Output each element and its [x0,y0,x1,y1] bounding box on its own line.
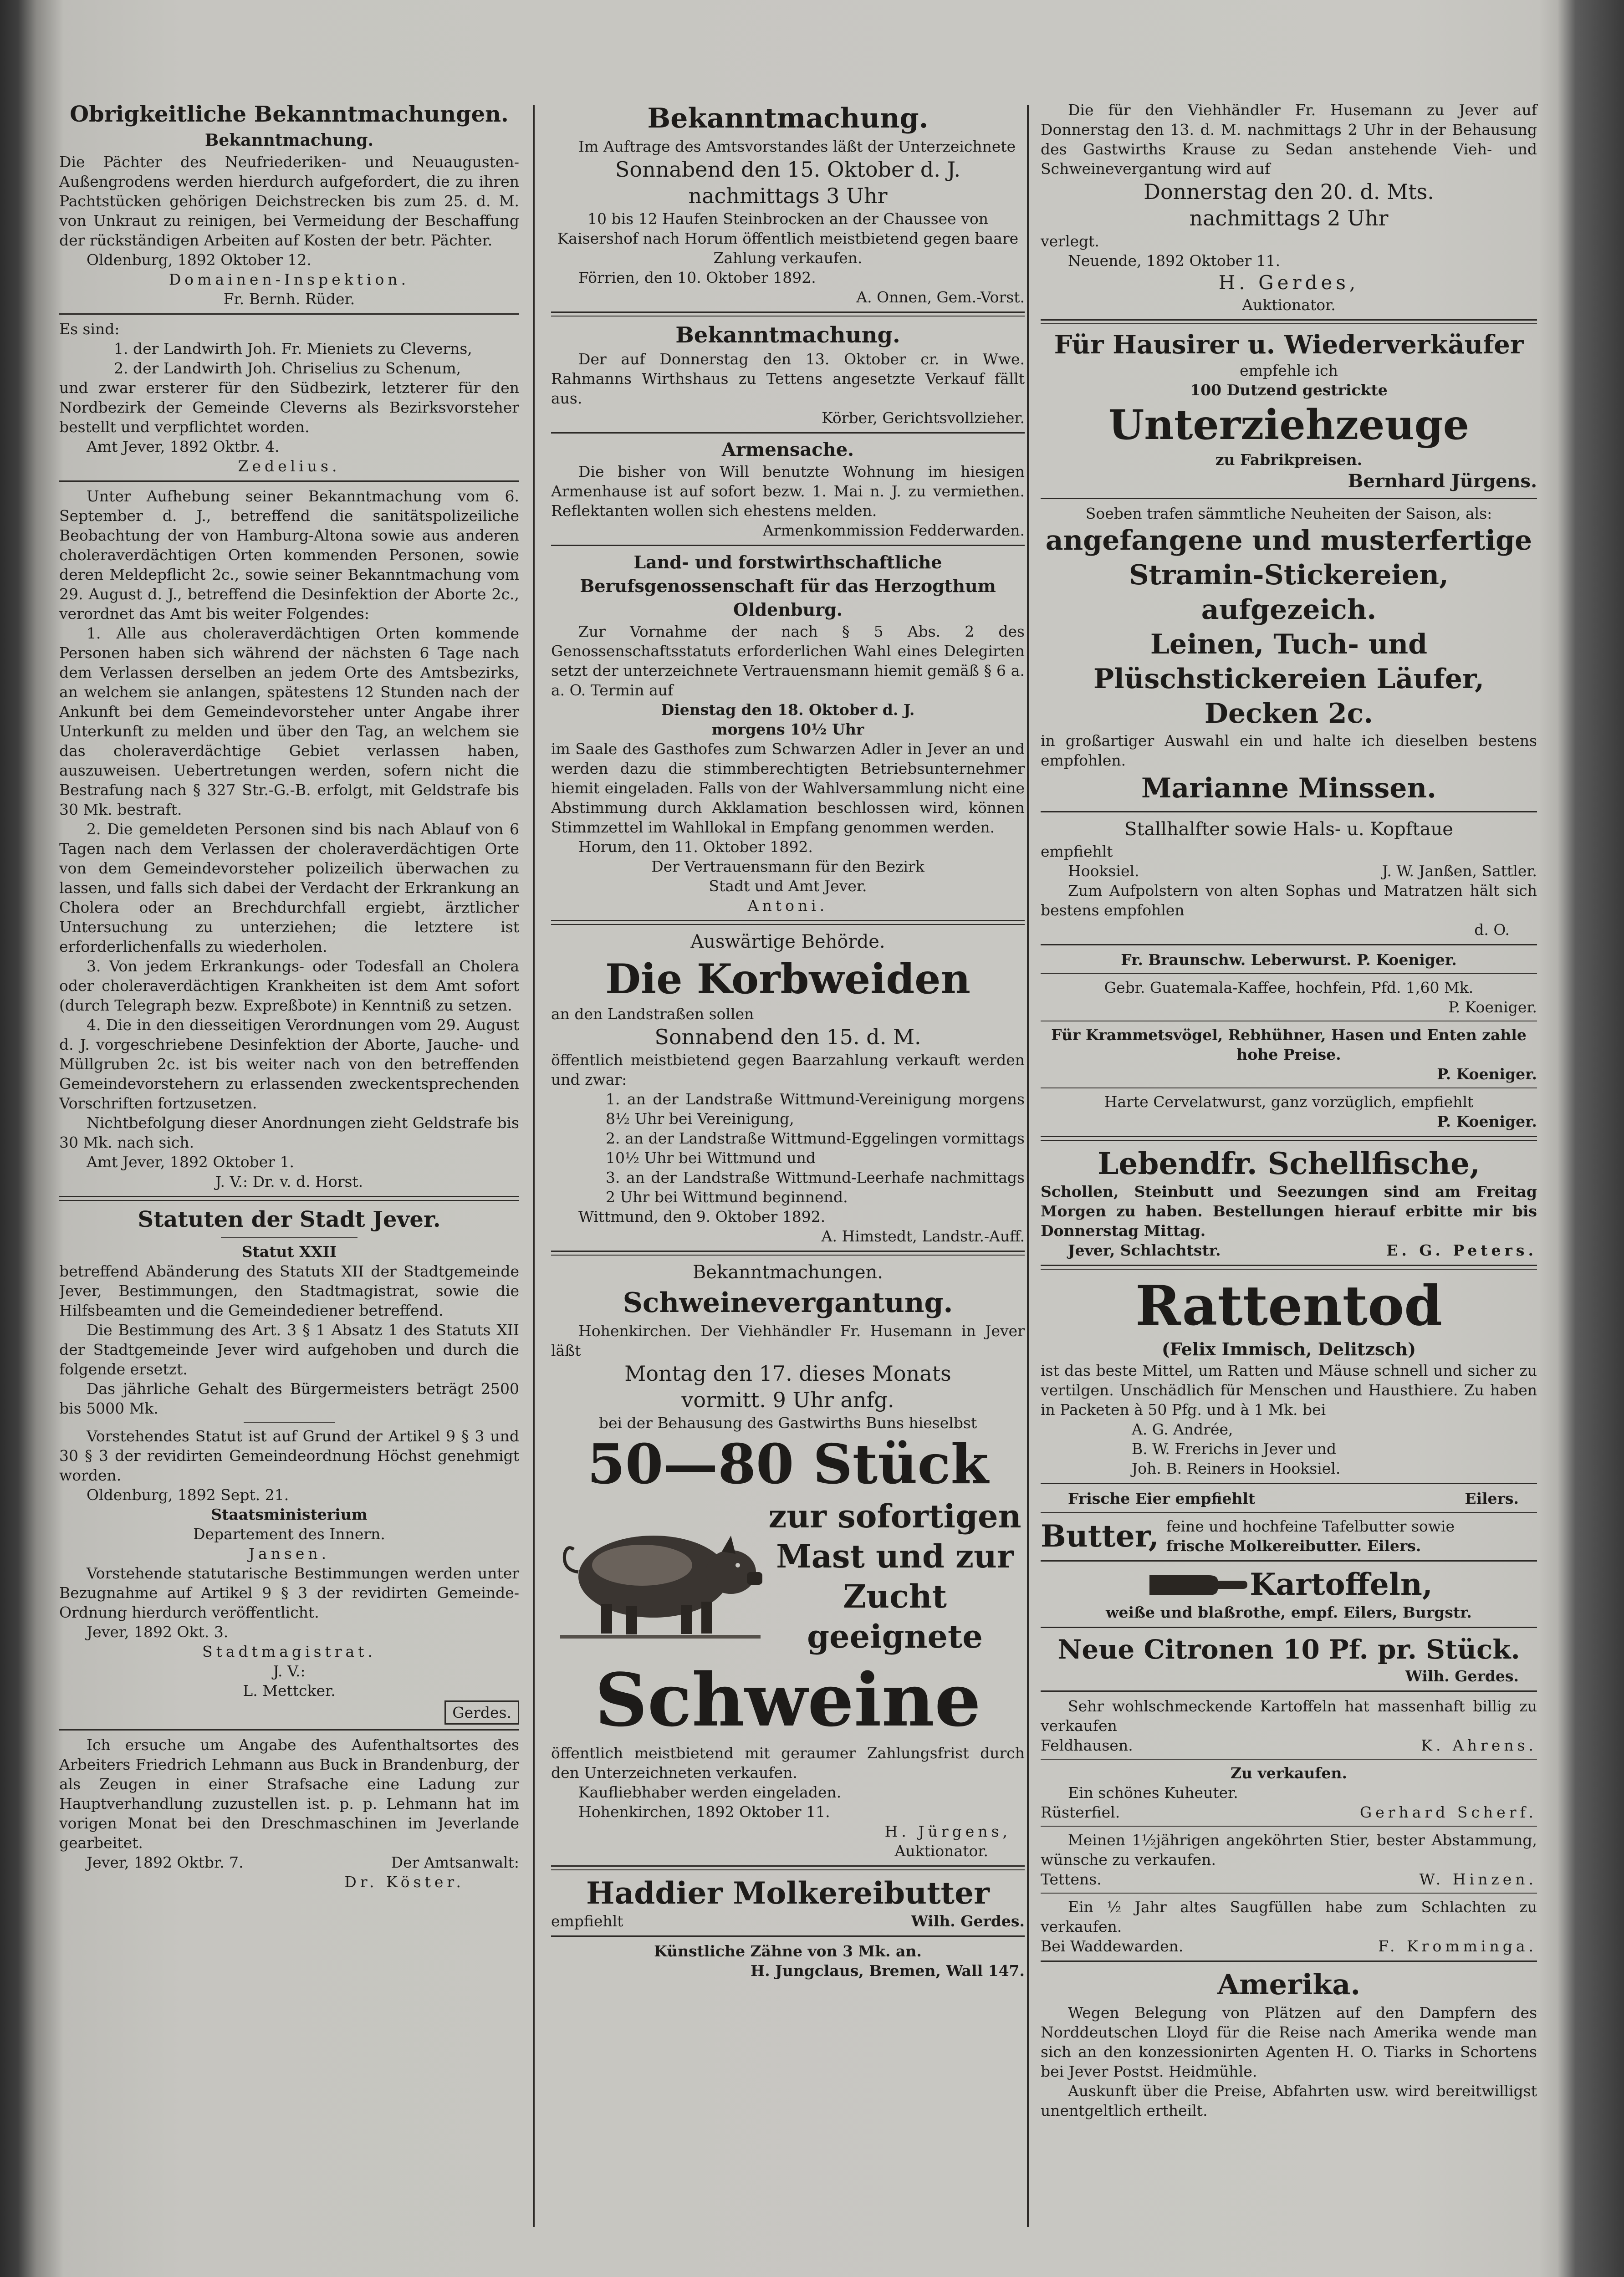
notice-signature: A. Himstedt, Landstr.-Auff. [821,1227,1025,1245]
ad-signature: F. Kromminga. [1378,1937,1537,1955]
ad-text: Ein ½ Jahr altes Saugfüllen habe zum Schlachten zu verkaufen. [1041,1898,1537,1935]
notice-invite: Kaufliebhaber werden eingeladen. [578,1783,842,1801]
ad-text: ist das beste Mittel, um Ratten und Mäuse schnell und sicher zu vertilgen. Unschädlich für Menschen und Hausthiere. Zu haben in Packeten à 50 Pfg. und à 1 Mk. bei [1041,1362,1537,1419]
statute-org: Stadtmagistrat. [202,1643,376,1660]
notice-role: Auktionator. [1242,296,1336,314]
ad-text: Gebr. Guatemala-Kaffee, hochfein, Pfd. 1,60 Mk. [1104,979,1474,996]
divider [1041,811,1537,812]
notice-body: Die für den Viehhändler Fr. Husemann zu Jever auf Donnerstag den 13. d. M. nachmittags 2 Uhr in der Behausung des Gastwirths Krause zu Sedan anstehende Vieh- und Schweinevergantung wird auf [1041,101,1537,178]
notice-body: Hohenkirchen. Der Viehhändler Fr. Husemann in Jever läßt [551,1322,1025,1359]
ad-signature: Eilers. [1465,1490,1519,1507]
notice-item: 1. an der Landstraße Wittmund-Vereinigung morgens 8½ Uhr bei Vereinigung, [606,1090,1025,1128]
signature-row [1041,1736,1537,1755]
signature-row [1041,1802,1537,1822]
statute-paragraph: Vorstehende statutarische Bestimmungen werden unter Bezugnahme auf Artikel 9 § 3 der revidirten Gemeinde-Ordnung hierdurch veröffentlicht. [59,1564,519,1621]
statute-jv: J. V.: [273,1662,306,1680]
notice-signature: J. V.: Dr. v. d. Horst. [215,1173,363,1190]
divider [59,1729,519,1731]
statute-title: Statuten der Stadt Jever. [138,1207,441,1232]
ad-signature: K. Ahrens. [1421,1736,1537,1754]
divider [1041,1893,1537,1894]
statute-name: Jansen. [248,1545,330,1562]
notice-item: 2. an der Landstraße Wittmund-Eggelingen vormittags 10½ Uhr bei Wittmund und [606,1129,1025,1167]
ad-seller: B. W. Frerichs in Jever und [1132,1440,1337,1458]
notice-signature: Körber, Gerichtsvollzieher. [822,409,1025,427]
statute-paragraph: Die Bestimmung des Art. 3 § 1 Absatz 1 des Statuts XII der Stadtgemeinde Jever wird aufgehoben und durch die folgende ersetzt. [59,1321,519,1378]
ad-text: empfehle ich [1240,362,1338,379]
notice-title: Bekanntmachung. [675,322,900,348]
notice-item: 1. der Landwirth Joh. Fr. Mieniets zu Cleverns, [114,340,472,357]
ad-place: Tettens. [1041,1870,1102,1888]
notice-item: 2. der Landwirth Joh. Chriselius zu Schenum, [114,359,461,377]
notice-paragraph: 1. Alle aus choleraverdächtigen Orten kommende Personen haben sich während der nächsten 6 Tage nach dem Verlassen derselben an jedem Orte des Amtsbezirks, an welchem sie anlangen, spätestens 12 Stunden nach der Ankunft bei dem Gemeindevorsteher unter Angabe ihrer Unterkunft zu melden und über den Tag, an welchem sie das choleraverdächtige Gebiet verlassen haben, auszuweisen. Uebertretungen werden, sofern nicht die Bestrafung nach § 327 Str.-G.-B. erfolgt, mit Geldstrafe bis 30 Mk. bestraft. [59,624,519,818]
newspaper-page [59,68,1544,2277]
notice-date: Dienstag den 18. Oktober d. J. [661,701,915,719]
ad-place: Bei Waddewarden. [1041,1937,1184,1955]
notice-title: Bekanntmachung. [204,131,374,150]
ad-title: Butter, [1041,1518,1159,1554]
butter-ad [1041,1516,1537,1556]
ad-place: Rüsterfiel. [1041,1803,1120,1821]
ad-seller: Joh. B. Reiners in Hooksiel. [1132,1460,1341,1477]
statute-number: Statut XXII [241,1243,337,1261]
notice-signature: Fr. Bernh. Rüder. [223,290,355,308]
divider [1041,973,1537,974]
ad-seller: A. G. Andrée, [1132,1420,1233,1438]
ad-text: Künstliche Zähne von 3 Mk. an. [654,1942,922,1960]
divider [551,1865,1025,1870]
divider [244,1422,335,1423]
notice-place: Jever, 1892 Oktbr. 7. [87,1853,244,1871]
ad-text: feine und hochfeine Tafelbutter sowie [1166,1517,1455,1535]
column-rule [1027,105,1029,2227]
pig-text-line: zur sofortigen [768,1497,1021,1535]
notice-body: Die bisher von Will benutzte Wohnung im hiesigen Armenhause ist auf sofort bezw. 1. Mai n. J. zu vermiethen. Reflektanten wollen sich ehestens melden. [551,463,1025,520]
pig-illustration-row [551,1496,1025,1657]
ad-text: in großartiger Auswahl ein und halte ich dieselben bestens empfohlen. [1041,732,1537,769]
signature-row [1041,1936,1537,1956]
ad-place: Hooksiel. [1068,862,1139,880]
notice-body: bei der Behausung des Gastwirths Buns hieselbst [598,1414,977,1432]
notice-time: nachmittags 2 Uhr [1189,206,1389,230]
divider [551,1935,1025,1937]
section-heading: Auswärtige Behörde. [690,931,885,952]
divider [59,1196,519,1201]
notice-date: Montag den 17. dieses Monats [624,1361,951,1386]
statute-body: betreffend Abänderung des Statuts XII der Stadtgemeinde Jever, Bestimmungen, den Stadtmagistrat, sowie die Hilfsbeamten und die Gemeindediener betreffend. [59,1262,519,1319]
divider [59,313,519,315]
divider [551,545,1025,546]
ad-signature: J. W. Janßen, Sattler. [1382,862,1537,880]
divider [1041,498,1537,499]
ad-title: Für Hausirer u. Wiederverkäufer [1054,330,1524,360]
notice-date: Sonnabend den 15. Oktober d. J. [615,157,961,182]
notice-body: 10 bis 12 Haufen Steinbrocken an der Chaussee von Kaisershof nach Horum öffentlich meistbietend gegen baare Zahlung verkaufen. [557,210,1019,267]
divider [551,920,1025,925]
pig-text-line: Zucht geeignete [807,1578,983,1655]
divider [1041,1826,1537,1827]
signature-row [1041,1869,1537,1889]
divider [1041,1627,1537,1628]
ad-text: Schollen, Steinbutt und Seezungen sind am Freitag Morgen zu haben. Bestellungen hierauf erbitte mir bis Donnerstag Mittag. [1041,1183,1537,1240]
ad-text: empfiehlt [1041,842,1113,860]
notice-role: Der Amtsanwalt: [391,1853,519,1871]
notice-title: Bekanntmachung. [647,102,929,134]
notice-paragraph: 3. Von jedem Erkrankungs- oder Todesfall an Cholera oder choleraverdächtigen Krankheiten ist dem Amt sofort (durch Telegraph bezw. Expreßbote) in Kenntniß zu setzen. [59,957,519,1014]
ad-text: Frische Eier empfiehlt [1068,1490,1256,1507]
notice-signature: H. Jürgens, [884,1823,1011,1840]
ad-subtitle: (Felix Immisch, Delitzsch) [1161,1339,1416,1359]
notice-verlegt: verlegt. [1041,232,1099,250]
statute-paragraph: Das jährliche Gehalt des Bürgermeisters beträgt 2500 bis 5000 Mk. [59,1380,519,1417]
divider [551,432,1025,434]
notice-body: Zur Vornahme der nach § 5 Abs. 2 des Genossenschaftsstatuts erforderlichen Wahl eines Delegirten setzt der unterzeichnete Vertrauensmann hiemit gemäß § 6 a. a. O. Termin auf [551,623,1025,699]
notice-org: Domainen-Inspektion. [169,271,410,288]
notice-signature: H. Gerdes, [1218,271,1359,294]
ad-signature: Marianne Minssen. [1141,772,1436,804]
statute-signature-secondary: Gerdes. [444,1700,519,1725]
notice-place: Neuende, 1892 Oktober 11. [1068,252,1281,270]
notice-title: Die Korbweiden [605,955,970,1003]
notice-place: Amt Jever, 1892 Oktober 1. [87,1153,294,1171]
notice-title: Armensache. [721,439,854,460]
statute-org: Staatsministerium [211,1506,368,1523]
column-left [59,100,519,1892]
notice-time: nachmittags 3 Uhr [688,184,888,208]
divider [1041,1512,1537,1513]
ad-text: 100 Dutzend gestrickte [1190,381,1388,399]
ad-title: Haddier Molkereibutter [586,1875,990,1911]
ad-text: Fr. Braunschw. Leberwurst. P. Koeniger. [1121,951,1457,969]
ad-title: Amerika. [1217,1968,1361,2001]
ad-text: Soeben trafen sämmtliche Neuheiten der Saison, als: [1085,505,1492,522]
notice-date: Donnerstag den 20. d. Mts. [1144,179,1434,204]
ad-text: zu Fabrikpreisen. [1215,451,1363,469]
signature-row [1041,1489,1537,1508]
ad-signature: P. Koeniger. [1437,1065,1537,1083]
ad-signature: Bernhard Jürgens. [1348,470,1537,492]
divider [59,480,519,482]
column-rule [533,105,535,2227]
ad-text: Meinen 1½jährigen angeköhrten Stier, bester Abstammung, wünsche zu verkaufen. [1041,1831,1537,1869]
divider [1041,1960,1537,1962]
ad-title: Lebendfr. Schellfische, [1098,1146,1480,1181]
signature-row [1041,1241,1537,1260]
ad-big-word: Unterziehzeuge [1108,401,1470,449]
ad-signature: Gerhard Scherf. [1359,1803,1537,1821]
ad-text: Auskunft über die Preise, Abfahrten usw. wird bereitwilligst unentgeltlich ertheilt. [1041,2082,1537,2119]
ad-text: Ein schönes Kuheuter. [1068,1784,1238,1802]
notice-signature: Armenkommission Fedderwarden. [763,521,1025,539]
divider [1041,319,1537,324]
ad-title: Leinen, Tuch- und Plüschstickereien Läufer, Decken 2c. [1093,628,1485,730]
divider [1041,1690,1537,1692]
notice-body: im Saale des Gasthofes zum Schwarzen Adler in Jever an und werden dazu die stimmberechtigten Betriebsunternehmer hiemit eingeladen. Falls von der Wahlversammlung nicht eine Abstimmung durch Akklamation beschlossen wird, können Stimmzettel im Wahllokal in Empfang genommen werden. [551,740,1025,836]
notice-date: Sonnabend den 15. d. M. [654,1025,921,1049]
ad-text: empfiehlt [551,1912,623,1930]
notice-signature: Antoni. [747,897,828,914]
section-heading: Obrigkeitliche Bekanntmachungen. [70,102,509,127]
pointing-hand-icon [1145,1568,1250,1600]
notice-body: Im Auftrage des Amtsvorstandes läßt der Unterzeichnete [578,138,1016,155]
ad-text: Für Krammetsvögel, Rebhühner, Hasen und Enten zahle hohe Preise. [1051,1026,1527,1063]
notice-signature: Dr. Köster. [344,1873,465,1891]
kartoffel-ad [1041,1566,1537,1603]
statute-place: Oldenburg, 1892 Sept. 21. [87,1486,289,1504]
section-heading: Bekanntmachungen. [693,1262,883,1283]
ad-signature: P. Koeniger. [1437,1113,1537,1130]
notice-item: 3. an der Landstraße Wittmund-Leerhafe nachmittags 2 Uhr bei Wittmund beginnend. [606,1169,1025,1206]
divider [551,1251,1025,1256]
ad-big-word: Rattentod [1135,1274,1443,1338]
notice-body: Die Pächter des Neufriederiken- und Neuaugusten-Außengrodens werden hierdurch aufgefordert, die zu ihren Pachtstücken gehörigen Deichstrecken bis zum 25. d. M. von Unkraut zu reinigen, bei Vermeidung der Beschaffung der rückständigen Arbeiten auf Kosten der betr. Pächter. [59,153,519,249]
ad-text: Zum Aufpolstern von alten Sophas und Matratzen hält sich bestens empfohlen [1041,882,1537,919]
notice-place: Hohenkirchen, 1892 Oktober 11. [578,1803,830,1821]
divider [1041,1560,1537,1562]
notice-body: Ich ersuche um Angabe des Aufenthaltsortes des Arbeiters Friedrich Lehmann aus Buck in Brandenburg, der als Zeugen in einer Strafsache eine Ladung zur Hauptverhandlung zuzustellen ist. p. p. Lehmann hat im vorigen Monat bei den Dreschmaschinen im Jeverlande gearbeitet. [59,1736,519,1852]
notice-time: morgens 10½ Uhr [711,720,864,738]
notice-paragraph: 4. Die in den diesseitigen Verordnungen vom 29. August d. J. vorgeschriebene Desinfektion der Aborte, Jauche- und Müllgruben 2c. ist bis weiter nach von den betreffenden Gemeindevorstehern zu erlassenden zweckentsprechenden Vorschriften fortzusetzen. [59,1016,519,1112]
notice-time: vormitt. 9 Uhr anfg. [681,1388,894,1412]
notice-place: Förrien, den 10. Oktober 1892. [578,269,816,286]
statute-dept: Departement des Innern. [193,1525,385,1543]
notice-body: Unter Aufhebung seiner Bekanntmachung vom 6. September d. J., betreffend die sanitätspolizeiliche Beobachtung der von Hamburg-Altona sowie aus anderen choleraverdächtigen Orten kommenden Personen, sowie deren Meldepflicht 2c., sowie seiner Bekanntmachung vom 29. August d. J., betreffend die Desinfektion der Aborte 2c., verordnet das Amt bis weiter Folgendes: [59,487,519,623]
pig-text-line: Mast und zur [776,1537,1014,1575]
divider [551,311,1025,317]
pig-icon [551,1508,765,1645]
notice-paragraph: Nichtbefolgung dieser Anordnungen zieht Geldstrafe bis 30 Mk. nach sich. [59,1114,519,1151]
statute-place: Jever, 1892 Okt. 3. [87,1623,229,1641]
ad-text: frische Molkereibutter. Eilers. [1166,1537,1421,1555]
ad-text: H. Jungclaus, Bremen, Wall 147. [750,1962,1025,1980]
divider [1041,1087,1537,1088]
ad-title: angefangene und musterfertige [1045,525,1532,556]
notice-place: Wittmund, den 9. Oktober 1892. [578,1208,826,1225]
ad-signature: d. O. [1474,921,1510,939]
column-middle [551,100,1025,1981]
ad-title: Neue Citronen 10 Pf. pr. Stück. [1057,1634,1520,1665]
ad-title: Stramin-Stickereien, aufgezeich. [1129,559,1449,626]
notice-title: Schweinevergantung. [623,1287,953,1319]
notice-place: Horum, den 11. Oktober 1892. [578,838,813,856]
signature-row [59,1853,519,1872]
ad-signature: W. Hinzen. [1419,1870,1537,1888]
notice-place: Amt Jever, 1892 Oktbr. 4. [87,438,280,455]
notice-count: 50—80 Stück [587,1432,989,1496]
divider [1041,1136,1537,1141]
notice-body: öffentlich meistbietend mit geraumer Zahlungsfrist durch den Unterzeichneten verkaufen. [551,1744,1025,1782]
ad-text: Wegen Belegung von Plätzen auf den Dampfern des Norddeutschen Lloyd für die Reise nach Amerika wende man sich an den konzessionirten Agenten H. O. Tiarks in Schortens bei Jever Postst. Heidmühle. [1041,2004,1537,2080]
notice-body: öffentlich meistbietend gegen Baarzahlung verkauft werden und zwar: [551,1051,1025,1088]
statute-paragraph: Vorstehendes Statut ist auf Grund der Artikel 9 § 3 und 30 § 3 der revidirten Gemeindeordnung Höchst genehmigt worden. [59,1427,519,1484]
statute-signature: L. Mettcker. [243,1682,336,1700]
notice-title: Land- und forstwirthschaftliche Berufsgenossenschaft für das Herzogthum Oldenburg. [580,552,996,620]
notice-place: Oldenburg, 1892 Oktober 12. [87,251,312,269]
ad-text: Harte Cervelatwurst, ganz vorzüglich, empfiehlt [1104,1093,1474,1111]
notice-signature: A. Onnen, Gem.-Vorst. [856,288,1025,306]
ad-title: Stallhalfter sowie Hals- u. Kopftaue [1124,819,1453,840]
notice-intro: Es sind: [59,320,120,338]
notice-role: Auktionator. [894,1842,988,1860]
ad-text: Sehr wohlschmeckende Kartoffeln hat massenhaft billig zu verkaufen [1041,1697,1537,1735]
notice-big-word: Schweine [595,1657,981,1743]
divider [1041,1483,1537,1484]
ad-title: Kartoffeln, [1250,1567,1433,1602]
divider [1041,1759,1537,1760]
ad-title: Zu verkaufen. [1230,1764,1348,1782]
signature-row [551,1911,1025,1931]
notice-role: Der Vertrauensmann für den Bezirk Stadt und Amt Jever. [651,858,924,895]
signature-row [1041,861,1537,881]
ad-signature: P. Koeniger. [1448,998,1537,1016]
column-right [1041,100,1537,2120]
ad-signature: Wilh. Gerdes. [911,1912,1025,1930]
notice-paragraph: 2. Die gemeldeten Personen sind bis nach Ablauf von 6 Tagen nach dem Verlassen der choleraverdächtigen Orte von dem Gemeindevorsteher polizeilich überwachen zu lassen, und falls sich dabei der Verdacht der Erkrankung an Cholera oder an Brechdurchfall ergiebt, ärztlicher Untersuchung zu unterziehen; die letztere ist erforderlichenfalls zu wiederholen. [59,820,519,955]
divider [1041,1265,1537,1270]
ad-place: Feldhausen. [1041,1736,1133,1754]
notice-body: Der auf Donnerstag den 13. Oktober cr. in Wwe. Rahmanns Wirthshaus zu Tettens angesetzte Verkauf fällt aus. [551,350,1025,407]
butter-text [1166,1516,1537,1556]
divider [221,1237,357,1238]
notice-body: an den Landstraßen sollen [551,1005,754,1023]
ad-signature: Wilh. Gerdes. [1405,1667,1519,1685]
pig-text-block [765,1496,1025,1657]
ad-place: Jever, Schlachtstr. [1068,1241,1221,1259]
notice-signature: Zedelius. [238,457,341,475]
notice-body: und zwar ersterer für den Südbezirk, letzterer für den Nordbezirk der Gemeinde Cleverns als Bezirksvorsteher bestellt und verpflichtet worden. [59,379,519,436]
ad-signature: E. G. Peters. [1386,1241,1537,1259]
ad-text: weiße und blaßrothe, empf. Eilers, Burgstr. [1106,1603,1472,1621]
divider [1041,944,1537,945]
